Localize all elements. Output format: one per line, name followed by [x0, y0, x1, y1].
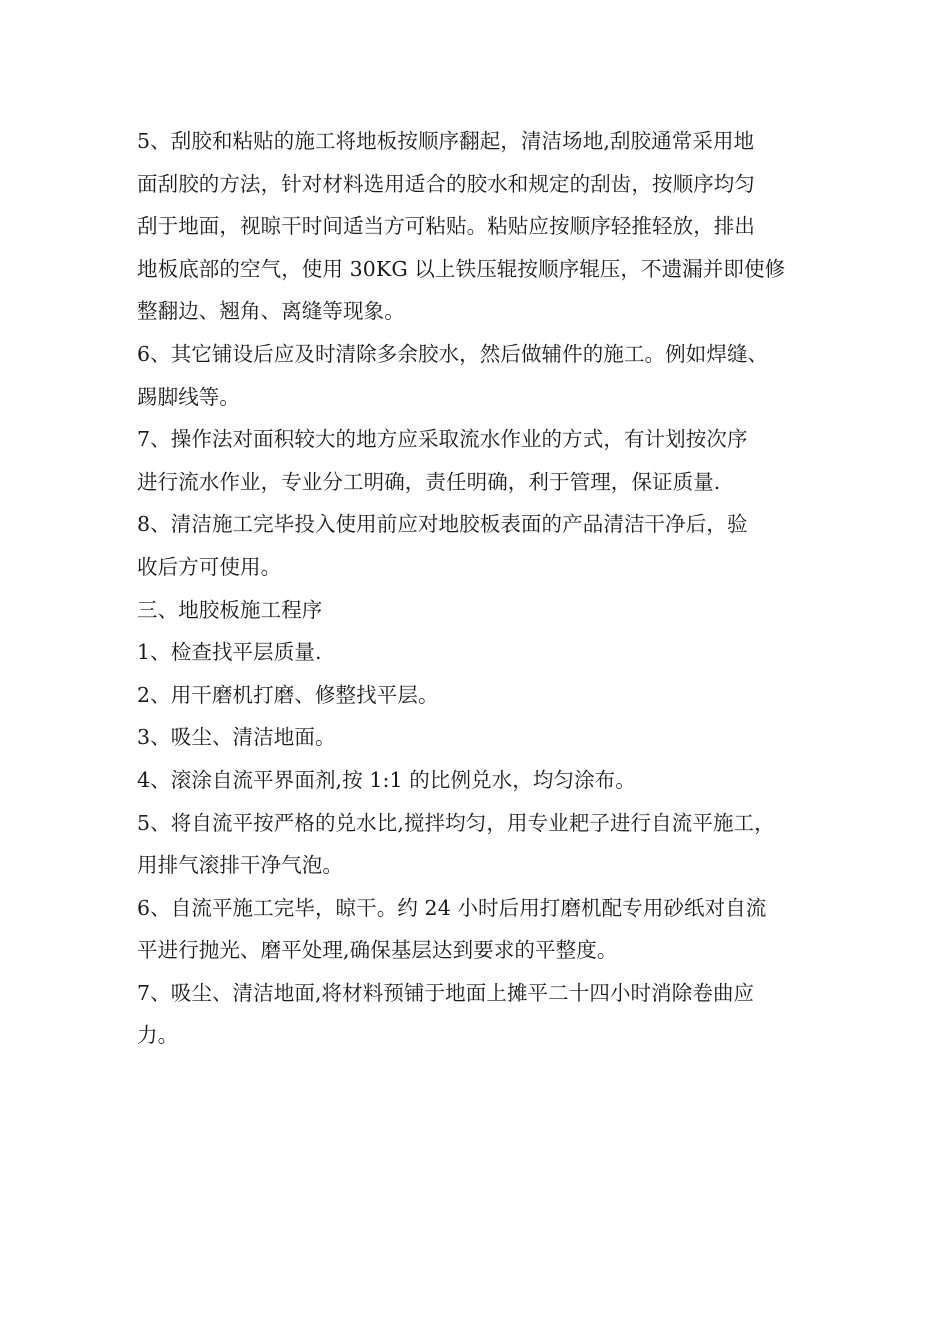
text-line: 5、将自流平按严格的兑水比,搅拌均匀，用专业耙子进行自流平施工， — [137, 810, 775, 835]
text-line: 踢脚线等。 — [137, 384, 240, 409]
text-line: 用排气滚排干净气泡。 — [137, 853, 343, 878]
text-line: 4、滚涂自流平界面剂,按 1:1 的比例兑水，均匀涂布。 — [137, 767, 636, 792]
text-line: 5、刮胶和粘贴的施工将地板按顺序翻起，清洁场地,刮胶通常采用地 — [137, 129, 755, 153]
text-line: 平进行抛光、磨平处理,确保基层达到要求的平整度。 — [137, 938, 618, 963]
document-body — [137, 120, 827, 1057]
text-line: 力。 — [137, 1023, 179, 1048]
text-line: 1、检查找平层质量. — [137, 640, 322, 665]
text-line: 整翻边、翘角、离缝等现象。 — [137, 299, 405, 324]
text-line: 6、自流平施工完毕，晾干。约 24 小时后用打磨机配专用砂纸对自流 — [137, 895, 767, 920]
section-heading: 三、地胶板施工程序 — [137, 597, 323, 622]
text-line: 刮于地面，视晾干时间适当方可粘贴。粘贴应按顺序轻推轻放，排出 — [137, 214, 755, 239]
text-line: 2、用干磨机打磨、修整找平层。 — [137, 682, 439, 707]
text-line: 6、其它铺设后应及时清除多余胶水，然后做辅件的施工。例如焊缝、 — [137, 341, 769, 366]
text-line: 地板底部的空气，使用 30KG 以上铁压辊按顺序辊压，不遗漏并即使修 — [137, 256, 786, 281]
text-line: 进行流水作业，专业分工明确，责任明确，利于管理，保证质量. — [137, 469, 721, 494]
text-line: 面刮胶的方法，针对材料选用适合的胶水和规定的刮齿，按顺序均匀 — [137, 171, 755, 196]
text-line: 收后方可使用。 — [137, 554, 282, 579]
text-line: 7、吸尘、清洁地面,将材料预铺于地面上摊平二十四小时消除卷曲应 — [137, 980, 755, 1005]
text-line: 8、清洁施工完毕投入使用前应对地胶板表面的产品清洁干净后，验 — [137, 512, 748, 537]
text-line: 7、操作法对面积较大的地方应采取流水作业的方式，有计划按次序 — [137, 427, 748, 452]
text-line: 3、吸尘、清洁地面。 — [137, 725, 336, 750]
